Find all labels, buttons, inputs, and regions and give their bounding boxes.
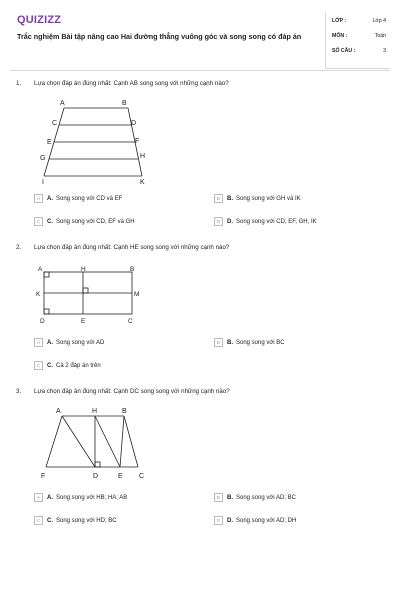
option-text: Cả 2 đáp án trên bbox=[56, 362, 101, 369]
label-a: A bbox=[38, 266, 43, 273]
option-3c[interactable] bbox=[34, 516, 117, 525]
option-3b[interactable] bbox=[214, 493, 296, 502]
option-letter: B. bbox=[227, 494, 233, 501]
option-text: Song song với AD bbox=[56, 339, 105, 346]
option-box[interactable]: B bbox=[214, 493, 223, 502]
option-1a[interactable] bbox=[34, 194, 122, 203]
label-a: A bbox=[60, 100, 65, 107]
question-number: 2. bbox=[16, 244, 22, 251]
option-box[interactable]: A bbox=[34, 194, 43, 203]
question-text: Lựa chọn đáp án đúng nhất: Cạnh HE song song với những cạnh nào? bbox=[34, 244, 230, 251]
option-letter: D. bbox=[227, 517, 233, 524]
figure-rectangle-2 bbox=[34, 262, 154, 328]
option-letter: A. bbox=[47, 494, 53, 501]
option-1c[interactable] bbox=[34, 217, 135, 226]
label-e: E bbox=[118, 473, 123, 480]
option-letter: C. bbox=[47, 362, 53, 369]
label-b: B bbox=[122, 408, 127, 415]
label-d: D bbox=[40, 318, 45, 325]
meta-value: Lớp 4 bbox=[372, 18, 386, 24]
option-letter: C. bbox=[47, 218, 53, 225]
option-3a[interactable] bbox=[34, 493, 127, 502]
label-d: D bbox=[131, 120, 137, 127]
label-b: B bbox=[122, 100, 127, 107]
label-b: B bbox=[130, 266, 135, 273]
option-letter: D. bbox=[227, 218, 233, 225]
label-h: H bbox=[81, 266, 86, 273]
question-number: 3. bbox=[16, 388, 22, 395]
option-text: Song song với AD; DH bbox=[236, 517, 297, 524]
option-box[interactable]: B bbox=[214, 338, 223, 347]
option-text: Song song với CD, EF và GH bbox=[56, 218, 135, 225]
option-box[interactable]: D bbox=[214, 217, 223, 226]
option-2a[interactable] bbox=[34, 338, 104, 347]
label-f: F bbox=[41, 473, 46, 480]
question-number: 1. bbox=[16, 80, 22, 87]
option-1d[interactable] bbox=[214, 217, 317, 226]
option-text: Song song với CD và EF bbox=[56, 195, 123, 202]
label-e: E bbox=[47, 139, 52, 146]
option-text: Song song với HD; BC bbox=[56, 517, 117, 524]
option-box[interactable]: C bbox=[34, 217, 43, 226]
option-text: Song song với GH và IK bbox=[236, 195, 301, 202]
label-f: F bbox=[135, 138, 140, 145]
option-letter: B. bbox=[227, 339, 233, 346]
label-e: E bbox=[81, 318, 86, 325]
figure-trapezoid-3 bbox=[38, 402, 158, 484]
label-c: C bbox=[139, 473, 145, 480]
meta-value: Toán bbox=[374, 33, 386, 39]
option-letter: A. bbox=[47, 195, 53, 202]
label-i: I bbox=[42, 179, 44, 186]
meta-label: LỚP : bbox=[332, 18, 347, 24]
figure-trapezoid-1 bbox=[30, 96, 170, 186]
meta-value: 3 bbox=[383, 48, 386, 54]
option-text: Song song với HB; HA; AB bbox=[56, 494, 128, 501]
option-letter: B. bbox=[227, 195, 233, 202]
option-text: Song song với AD; BC bbox=[236, 494, 296, 501]
label-h: H bbox=[92, 408, 98, 415]
option-text: Song song với CD, EF, GH, IK bbox=[236, 218, 317, 225]
option-2c[interactable] bbox=[34, 361, 101, 370]
option-box[interactable]: C bbox=[34, 361, 43, 370]
option-3d[interactable] bbox=[214, 516, 296, 525]
label-c: C bbox=[52, 120, 58, 127]
option-box[interactable]: A bbox=[34, 493, 43, 502]
label-a: A bbox=[56, 408, 61, 415]
quizizz-logo: QUIZIZZ bbox=[17, 14, 62, 26]
meta-label: MÔN : bbox=[332, 33, 348, 39]
question-text: Lựa chọn đáp án đúng nhất: Cạnh AB song song với những cạnh nào? bbox=[34, 80, 229, 87]
label-m: M bbox=[134, 291, 140, 298]
worksheet-header bbox=[10, 10, 390, 71]
label-c: C bbox=[128, 318, 133, 325]
option-box[interactable]: C bbox=[34, 516, 43, 525]
meta-box bbox=[325, 12, 390, 69]
label-k: K bbox=[36, 291, 41, 298]
option-2b[interactable] bbox=[214, 338, 285, 347]
question-text: Lựa chọn đáp án đúng nhất: Cạnh DC song song với những cạnh nào? bbox=[34, 388, 230, 395]
label-d: D bbox=[93, 473, 99, 480]
label-k: K bbox=[140, 179, 145, 186]
option-box[interactable]: D bbox=[214, 516, 223, 525]
option-box[interactable]: B bbox=[214, 194, 223, 203]
label-g: G bbox=[40, 155, 46, 162]
meta-label: SỐ CÂU : bbox=[332, 48, 356, 54]
option-1b[interactable] bbox=[214, 194, 301, 203]
option-letter: C. bbox=[47, 517, 53, 524]
option-text: Song song với BC bbox=[236, 339, 285, 346]
option-letter: A. bbox=[47, 339, 53, 346]
label-h: H bbox=[140, 153, 146, 160]
option-box[interactable]: A bbox=[34, 338, 43, 347]
worksheet-title: Trắc nghiệm Bài tập nâng cao Hai đường thẳng vuông góc và song song có đáp án bbox=[17, 32, 302, 41]
